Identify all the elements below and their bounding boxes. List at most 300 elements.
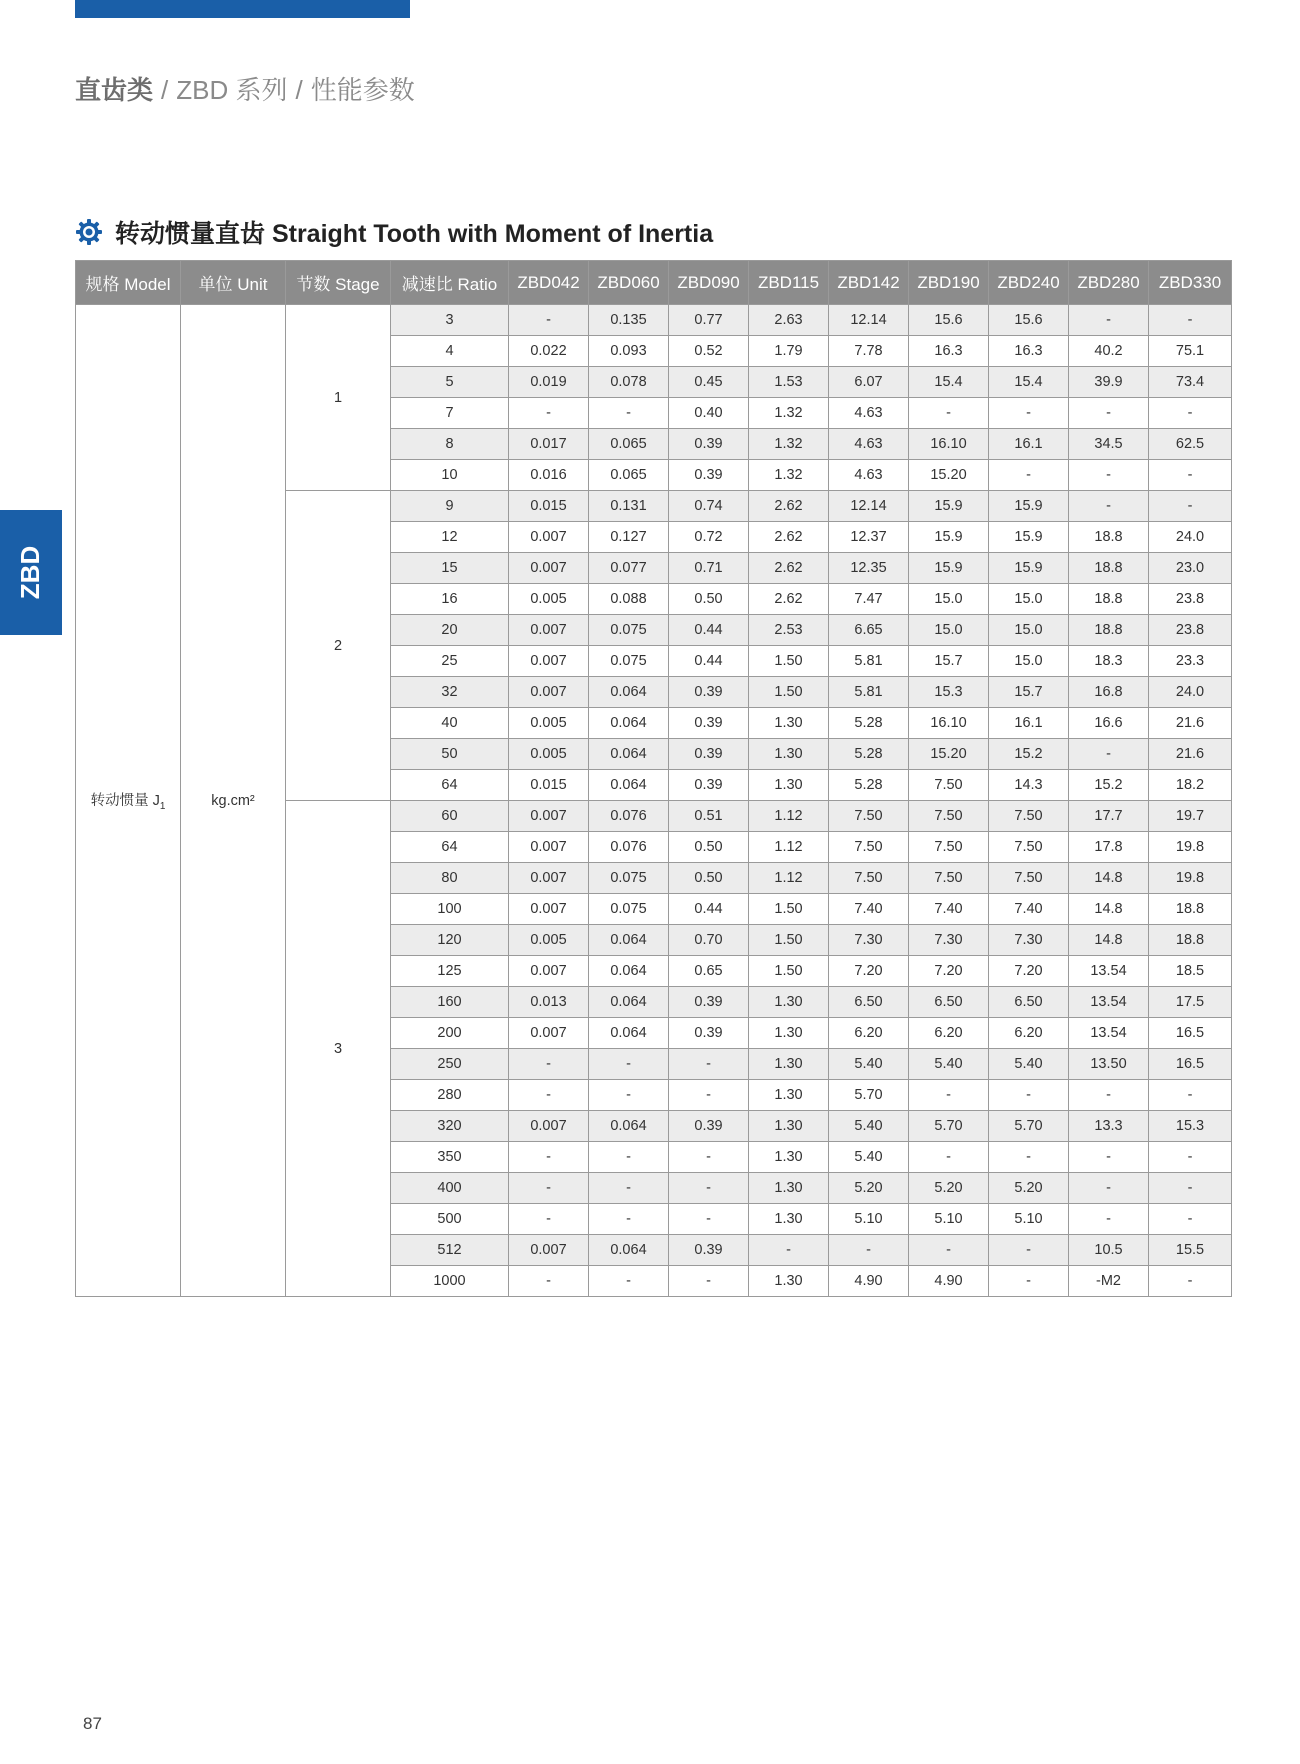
value-cell: 0.013	[509, 987, 589, 1018]
side-tab	[0, 510, 62, 635]
value-cell: -	[909, 1235, 989, 1266]
value-cell: 7.30	[829, 925, 909, 956]
ratio-cell: 5	[391, 367, 509, 398]
value-cell: 23.0	[1149, 553, 1232, 584]
value-cell: 7.50	[989, 801, 1069, 832]
value-cell: 5.70	[829, 1080, 909, 1111]
top-accent-bar	[75, 0, 410, 18]
value-cell: 1.30	[749, 708, 829, 739]
value-cell: 15.3	[1149, 1111, 1232, 1142]
value-cell: 0.064	[589, 677, 669, 708]
value-cell: 5.10	[909, 1204, 989, 1235]
ratio-cell: 3	[391, 305, 509, 336]
value-cell: 7.40	[989, 894, 1069, 925]
value-cell: 12.14	[829, 305, 909, 336]
ratio-cell: 500	[391, 1204, 509, 1235]
value-cell: -	[989, 398, 1069, 429]
value-cell: -	[509, 1204, 589, 1235]
ratio-cell: 40	[391, 708, 509, 739]
value-cell: 0.44	[669, 646, 749, 677]
breadcrumb	[75, 70, 415, 107]
value-cell: 6.50	[989, 987, 1069, 1018]
stage-cell: 2	[286, 491, 391, 801]
ratio-cell: 350	[391, 1142, 509, 1173]
value-cell: 18.8	[1069, 615, 1149, 646]
value-cell: 6.20	[989, 1018, 1069, 1049]
value-cell: 1.32	[749, 429, 829, 460]
gear-icon	[75, 218, 103, 246]
ratio-cell: 100	[391, 894, 509, 925]
value-cell: 18.8	[1149, 894, 1232, 925]
value-cell: 75.1	[1149, 336, 1232, 367]
ratio-cell: 160	[391, 987, 509, 1018]
value-cell: 15.2	[989, 739, 1069, 770]
value-cell: -	[1149, 460, 1232, 491]
value-cell: 23.8	[1149, 584, 1232, 615]
value-cell: 15.0	[909, 615, 989, 646]
value-cell: -	[589, 1080, 669, 1111]
value-cell: 0.076	[589, 801, 669, 832]
value-cell: 14.8	[1069, 863, 1149, 894]
column-header: ZBD280	[1069, 261, 1149, 305]
value-cell: 16.10	[909, 429, 989, 460]
value-cell: -	[989, 1142, 1069, 1173]
model-label: 转动惯量 J	[90, 793, 160, 810]
value-cell: 1.12	[749, 801, 829, 832]
value-cell: 0.127	[589, 522, 669, 553]
value-cell: 62.5	[1149, 429, 1232, 460]
value-cell: 0.088	[589, 584, 669, 615]
value-cell: -	[1069, 460, 1149, 491]
value-cell: 12.14	[829, 491, 909, 522]
value-cell: -	[989, 1080, 1069, 1111]
value-cell: 0.65	[669, 956, 749, 987]
value-cell: 0.065	[589, 460, 669, 491]
value-cell: 16.1	[989, 429, 1069, 460]
value-cell: 5.40	[989, 1049, 1069, 1080]
ratio-cell: 400	[391, 1173, 509, 1204]
value-cell: 1.32	[749, 460, 829, 491]
value-cell: 1.30	[749, 1080, 829, 1111]
breadcrumb-page: 性能参数	[310, 75, 415, 105]
value-cell: 15.4	[909, 367, 989, 398]
value-cell: 18.5	[1149, 956, 1232, 987]
value-cell: -	[1069, 1080, 1149, 1111]
ratio-cell: 120	[391, 925, 509, 956]
unit-cell: kg.cm²	[181, 305, 286, 1297]
value-cell: -	[1149, 491, 1232, 522]
value-cell: 15.6	[909, 305, 989, 336]
value-cell: 6.20	[909, 1018, 989, 1049]
value-cell: 0.007	[509, 1018, 589, 1049]
value-cell: 1.53	[749, 367, 829, 398]
ratio-cell: 32	[391, 677, 509, 708]
column-header: ZBD142	[829, 261, 909, 305]
value-cell: 6.65	[829, 615, 909, 646]
value-cell: 5.28	[829, 739, 909, 770]
value-cell: 18.8	[1069, 553, 1149, 584]
value-cell: -	[989, 1235, 1069, 1266]
value-cell: 0.005	[509, 925, 589, 956]
value-cell: 0.44	[669, 615, 749, 646]
value-cell: 5.10	[989, 1204, 1069, 1235]
breadcrumb-category: 直齿类	[75, 75, 154, 105]
value-cell: 73.4	[1149, 367, 1232, 398]
value-cell: -	[1069, 491, 1149, 522]
value-cell: -	[989, 1266, 1069, 1297]
column-header: ZBD042	[509, 261, 589, 305]
value-cell: 0.39	[669, 429, 749, 460]
value-cell: 16.3	[989, 336, 1069, 367]
value-cell: 4.63	[829, 429, 909, 460]
value-cell: 0.39	[669, 1235, 749, 1266]
value-cell: 0.005	[509, 739, 589, 770]
value-cell: 0.131	[589, 491, 669, 522]
value-cell: 0.50	[669, 584, 749, 615]
value-cell: 6.50	[829, 987, 909, 1018]
value-cell: 0.093	[589, 336, 669, 367]
value-cell: 0.077	[589, 553, 669, 584]
column-header: ZBD190	[909, 261, 989, 305]
value-cell: 5.70	[989, 1111, 1069, 1142]
section-title-text: 转动惯量直齿 Straight Tooth with Moment of Inertia	[115, 220, 714, 248]
value-cell: 0.064	[589, 739, 669, 770]
value-cell: 34.5	[1069, 429, 1149, 460]
ratio-cell: 64	[391, 770, 509, 801]
value-cell: 2.62	[749, 553, 829, 584]
value-cell: 0.064	[589, 925, 669, 956]
ratio-cell: 250	[391, 1049, 509, 1080]
value-cell: 1.30	[749, 1111, 829, 1142]
value-cell: 1.12	[749, 863, 829, 894]
value-cell: 0.007	[509, 615, 589, 646]
value-cell: 6.50	[909, 987, 989, 1018]
value-cell: 0.39	[669, 460, 749, 491]
value-cell: 0.075	[589, 863, 669, 894]
value-cell: -	[1069, 739, 1149, 770]
value-cell: 0.064	[589, 1111, 669, 1142]
page-number: 87	[83, 1714, 102, 1733]
table-row	[76, 305, 1232, 336]
table-header-row	[76, 261, 1232, 305]
value-cell: 0.39	[669, 708, 749, 739]
value-cell: -	[1149, 1204, 1232, 1235]
ratio-cell: 50	[391, 739, 509, 770]
value-cell: 0.50	[669, 832, 749, 863]
value-cell: 15.0	[989, 584, 1069, 615]
inertia-table	[75, 260, 1232, 1297]
value-cell: -	[589, 1204, 669, 1235]
value-cell: -	[669, 1049, 749, 1080]
value-cell: 4.90	[909, 1266, 989, 1297]
value-cell: 0.064	[589, 956, 669, 987]
value-cell: 0.076	[589, 832, 669, 863]
value-cell: 16.10	[909, 708, 989, 739]
column-header: 节数 Stage	[286, 261, 391, 305]
value-cell: 1.30	[749, 770, 829, 801]
ratio-cell: 10	[391, 460, 509, 491]
ratio-cell: 9	[391, 491, 509, 522]
value-cell: -	[589, 1049, 669, 1080]
value-cell: -	[1149, 1173, 1232, 1204]
value-cell: 15.7	[909, 646, 989, 677]
value-cell: -	[1149, 1080, 1232, 1111]
value-cell: 0.017	[509, 429, 589, 460]
value-cell: 1.50	[749, 677, 829, 708]
breadcrumb-separator: /	[161, 75, 169, 105]
value-cell: 1.30	[749, 1142, 829, 1173]
value-cell: 15.4	[989, 367, 1069, 398]
value-cell: 7.20	[909, 956, 989, 987]
value-cell: -	[669, 1204, 749, 1235]
value-cell: 0.005	[509, 584, 589, 615]
ratio-cell: 64	[391, 832, 509, 863]
value-cell: -	[1149, 1142, 1232, 1173]
value-cell: 5.28	[829, 770, 909, 801]
value-cell: 7.40	[909, 894, 989, 925]
value-cell: 0.40	[669, 398, 749, 429]
value-cell: 7.50	[989, 863, 1069, 894]
value-cell: 15.9	[909, 522, 989, 553]
value-cell: 0.075	[589, 646, 669, 677]
value-cell: 0.45	[669, 367, 749, 398]
value-cell: -	[509, 1266, 589, 1297]
value-cell: 7.50	[909, 863, 989, 894]
value-cell: 7.20	[989, 956, 1069, 987]
value-cell: -	[1069, 305, 1149, 336]
value-cell: 1.50	[749, 894, 829, 925]
value-cell: -	[1069, 1204, 1149, 1235]
value-cell: 0.007	[509, 553, 589, 584]
value-cell: 15.20	[909, 460, 989, 491]
value-cell: 0.064	[589, 987, 669, 1018]
value-cell: 21.6	[1149, 708, 1232, 739]
value-cell: 23.3	[1149, 646, 1232, 677]
breadcrumb-separator: /	[295, 75, 303, 105]
value-cell: 14.3	[989, 770, 1069, 801]
column-header: ZBD060	[589, 261, 669, 305]
value-cell: 40.2	[1069, 336, 1149, 367]
value-cell: 13.50	[1069, 1049, 1149, 1080]
value-cell: 0.39	[669, 1018, 749, 1049]
stage-cell: 1	[286, 305, 391, 491]
value-cell: 0.007	[509, 1235, 589, 1266]
stage-cell: 3	[286, 801, 391, 1297]
value-cell: 0.39	[669, 677, 749, 708]
value-cell: 1.50	[749, 646, 829, 677]
value-cell: 17.7	[1069, 801, 1149, 832]
column-header: ZBD330	[1149, 261, 1232, 305]
value-cell: 1.30	[749, 739, 829, 770]
value-cell: -	[509, 398, 589, 429]
value-cell: 5.40	[829, 1142, 909, 1173]
value-cell: 1.79	[749, 336, 829, 367]
value-cell: 7.40	[829, 894, 909, 925]
value-cell: 7.50	[989, 832, 1069, 863]
ratio-cell: 8	[391, 429, 509, 460]
value-cell: 1.30	[749, 1049, 829, 1080]
value-cell: 1.30	[749, 1266, 829, 1297]
value-cell: 0.007	[509, 863, 589, 894]
value-cell: 2.62	[749, 491, 829, 522]
value-cell: 13.54	[1069, 987, 1149, 1018]
value-cell: 7.20	[829, 956, 909, 987]
value-cell: -	[1069, 398, 1149, 429]
value-cell: 18.2	[1149, 770, 1232, 801]
ratio-cell: 12	[391, 522, 509, 553]
value-cell: 0.39	[669, 770, 749, 801]
value-cell: -	[749, 1235, 829, 1266]
value-cell: 10.5	[1069, 1235, 1149, 1266]
value-cell: 15.9	[909, 491, 989, 522]
value-cell: 7.30	[989, 925, 1069, 956]
value-cell: 4.90	[829, 1266, 909, 1297]
value-cell: 18.3	[1069, 646, 1149, 677]
value-cell: 0.007	[509, 832, 589, 863]
value-cell: 7.50	[829, 801, 909, 832]
ratio-cell: 280	[391, 1080, 509, 1111]
value-cell: 7.50	[909, 770, 989, 801]
value-cell: 4.63	[829, 460, 909, 491]
value-cell: 1.32	[749, 398, 829, 429]
value-cell: 0.007	[509, 1111, 589, 1142]
ratio-cell: 1000	[391, 1266, 509, 1297]
value-cell: 15.5	[1149, 1235, 1232, 1266]
value-cell: 0.015	[509, 491, 589, 522]
value-cell: 15.20	[909, 739, 989, 770]
value-cell: 5.40	[829, 1049, 909, 1080]
value-cell: 0.77	[669, 305, 749, 336]
value-cell: 0.007	[509, 956, 589, 987]
value-cell: 16.8	[1069, 677, 1149, 708]
value-cell: 15.3	[909, 677, 989, 708]
value-cell: 15.0	[989, 615, 1069, 646]
value-cell: 1.12	[749, 832, 829, 863]
value-cell: 13.3	[1069, 1111, 1149, 1142]
value-cell: -	[509, 1142, 589, 1173]
value-cell: 2.62	[749, 522, 829, 553]
value-cell: 7.50	[829, 832, 909, 863]
value-cell: 0.44	[669, 894, 749, 925]
ratio-cell: 25	[391, 646, 509, 677]
value-cell: -	[1149, 1266, 1232, 1297]
value-cell: 5.70	[909, 1111, 989, 1142]
value-cell: 1.30	[749, 987, 829, 1018]
value-cell: 5.40	[909, 1049, 989, 1080]
value-cell: -	[509, 1080, 589, 1111]
value-cell: 5.28	[829, 708, 909, 739]
value-cell: 0.39	[669, 739, 749, 770]
value-cell: 0.39	[669, 987, 749, 1018]
value-cell: -	[1069, 1142, 1149, 1173]
value-cell: -	[989, 460, 1069, 491]
value-cell: 0.51	[669, 801, 749, 832]
value-cell: 1.50	[749, 956, 829, 987]
ratio-cell: 7	[391, 398, 509, 429]
value-cell: 0.016	[509, 460, 589, 491]
value-cell: 16.3	[909, 336, 989, 367]
value-cell: 23.8	[1149, 615, 1232, 646]
ratio-cell: 80	[391, 863, 509, 894]
value-cell: 19.7	[1149, 801, 1232, 832]
value-cell: 5.10	[829, 1204, 909, 1235]
value-cell: 0.007	[509, 801, 589, 832]
column-header: 减速比 Ratio	[391, 261, 509, 305]
value-cell: 0.007	[509, 677, 589, 708]
value-cell: 0.075	[589, 894, 669, 925]
value-cell: -	[509, 1173, 589, 1204]
value-cell: 13.54	[1069, 1018, 1149, 1049]
breadcrumb-series: ZBD 系列	[176, 75, 288, 105]
value-cell: 19.8	[1149, 832, 1232, 863]
value-cell: 7.50	[909, 832, 989, 863]
value-cell: 16.6	[1069, 708, 1149, 739]
value-cell: 0.74	[669, 491, 749, 522]
value-cell: 18.8	[1069, 522, 1149, 553]
ratio-cell: 512	[391, 1235, 509, 1266]
value-cell: 18.8	[1149, 925, 1232, 956]
column-header: 单位 Unit	[181, 261, 286, 305]
value-cell: -	[589, 1142, 669, 1173]
value-cell: 0.71	[669, 553, 749, 584]
value-cell: 0.007	[509, 894, 589, 925]
column-header: 规格 Model	[76, 261, 181, 305]
value-cell: 2.63	[749, 305, 829, 336]
value-cell: 12.37	[829, 522, 909, 553]
value-cell: 0.007	[509, 522, 589, 553]
value-cell: 0.135	[589, 305, 669, 336]
value-cell: 19.8	[1149, 863, 1232, 894]
column-header: ZBD240	[989, 261, 1069, 305]
value-cell: 7.47	[829, 584, 909, 615]
value-cell: -	[909, 1142, 989, 1173]
ratio-cell: 4	[391, 336, 509, 367]
value-cell: 21.6	[1149, 739, 1232, 770]
value-cell: 18.8	[1069, 584, 1149, 615]
value-cell: 0.39	[669, 1111, 749, 1142]
value-cell: 1.30	[749, 1018, 829, 1049]
value-cell: 16.5	[1149, 1049, 1232, 1080]
value-cell: -	[669, 1266, 749, 1297]
ratio-cell: 16	[391, 584, 509, 615]
value-cell: 0.065	[589, 429, 669, 460]
value-cell: 0.50	[669, 863, 749, 894]
value-cell: 7.78	[829, 336, 909, 367]
value-cell: -	[589, 1173, 669, 1204]
value-cell: 15.2	[1069, 770, 1149, 801]
value-cell: 17.5	[1149, 987, 1232, 1018]
value-cell: 0.70	[669, 925, 749, 956]
ratio-cell: 15	[391, 553, 509, 584]
value-cell: 0.064	[589, 1235, 669, 1266]
ratio-cell: 20	[391, 615, 509, 646]
value-cell: 7.50	[829, 863, 909, 894]
value-cell: -	[829, 1235, 909, 1266]
value-cell: 12.35	[829, 553, 909, 584]
ratio-cell: 60	[391, 801, 509, 832]
column-header: ZBD090	[669, 261, 749, 305]
side-tab-label: ZBD	[15, 545, 46, 600]
value-cell: 39.9	[1069, 367, 1149, 398]
value-cell: 0.005	[509, 708, 589, 739]
value-cell: 14.8	[1069, 894, 1149, 925]
value-cell: -	[1069, 1173, 1149, 1204]
value-cell: 14.8	[1069, 925, 1149, 956]
value-cell: 24.0	[1149, 522, 1232, 553]
value-cell: 13.54	[1069, 956, 1149, 987]
value-cell: -	[669, 1142, 749, 1173]
value-cell: 15.9	[989, 553, 1069, 584]
